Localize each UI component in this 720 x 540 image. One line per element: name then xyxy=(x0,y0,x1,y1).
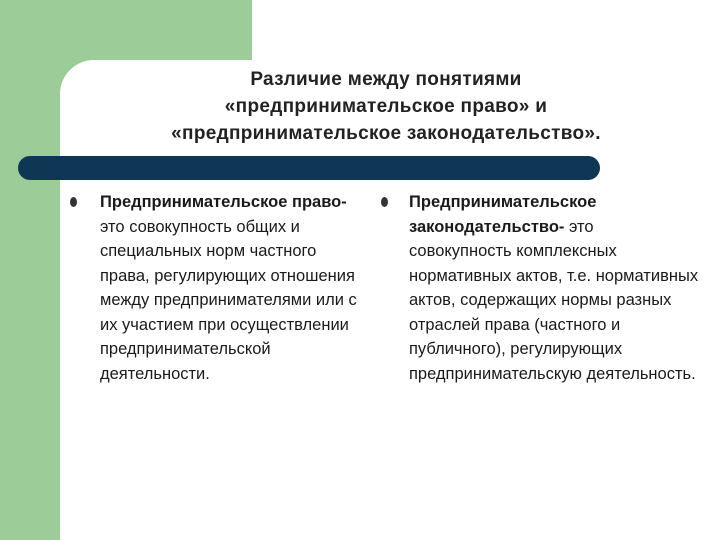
definition-entrepreneurial-legislation xyxy=(409,190,699,386)
term-label: Предпринимательское право- xyxy=(100,193,347,211)
title-line-1: Различие между понятиями xyxy=(250,69,522,90)
definition-text: это совокупность общих и специальных норм частного права, регулирующих отношения между предпринимателями или с их участием при осуществлении предпринимательской деятельности. xyxy=(100,217,357,383)
title-line-3: «предпринимательское законодательство». xyxy=(171,123,601,144)
definition-entrepreneurial-law xyxy=(100,190,362,386)
bullet-icon xyxy=(381,197,388,207)
definition-text: это совокупность комплексных нормативных актов, т.е. нормативных актов, содержащих нормы разных отраслей права (частного и публичного), регулирующих предпринимательскую деятельность. xyxy=(409,217,699,383)
title-divider-bar xyxy=(18,156,600,180)
slide-title xyxy=(86,66,686,147)
title-line-2: «предпринимательское право» и xyxy=(224,96,548,117)
term-label: Предпринимательское законодательство- xyxy=(409,193,597,236)
bullet-icon xyxy=(70,197,77,207)
